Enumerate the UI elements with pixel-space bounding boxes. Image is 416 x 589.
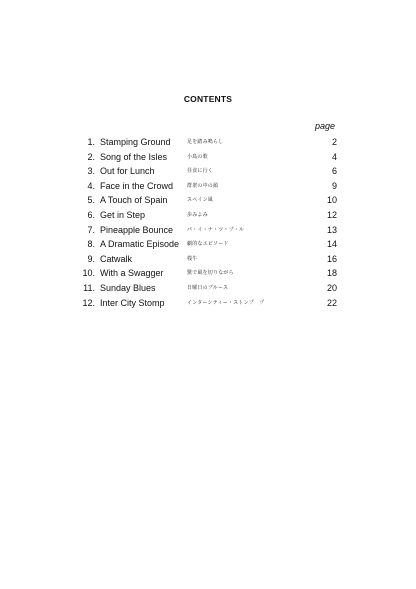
- entry-number: 2.: [87, 151, 95, 162]
- entry-title: Inter City Stomp: [100, 297, 165, 308]
- entry-title: Song of the Isles: [100, 151, 168, 162]
- entry-japanese-title: 驚で風を切りながら: [187, 270, 234, 277]
- entry-title: Out for Lunch: [100, 166, 155, 177]
- entry-page-number: 13: [326, 224, 337, 235]
- toc-entry: [78, 164, 337, 179]
- entry-number: 12.: [82, 297, 95, 308]
- entry-title: Pineapple Bounce: [100, 224, 174, 235]
- entry-page-number: 16: [326, 253, 337, 264]
- toc-entry: [78, 237, 337, 252]
- entry-japanese-title: 足を踏み鳴らし: [187, 139, 224, 145]
- entry-title: A Dramatic Episode: [100, 239, 180, 250]
- toc-entry: [78, 252, 337, 267]
- entry-japanese-title: 日曜日のブルース: [187, 284, 229, 291]
- entry-japanese-title: 群衆の中の顔: [187, 182, 219, 189]
- entry-japanese-title: 歩みよみ: [187, 211, 208, 218]
- entry-number: 3.: [87, 166, 95, 177]
- entry-page-number: 6: [331, 166, 337, 177]
- entry-page-number: 4: [331, 151, 337, 162]
- entry-number: 11.: [83, 282, 95, 293]
- entry-title: Get in Step: [100, 209, 146, 220]
- entry-title: A Touch of Spain: [100, 195, 168, 206]
- page-column-label: page: [314, 121, 335, 131]
- entry-page-number: 22: [326, 297, 337, 308]
- toc-entry: [78, 223, 337, 238]
- entry-number: 1.: [87, 137, 95, 147]
- entry-japanese-title: インターシティー・ストンプ プ: [187, 299, 265, 306]
- entry-page-number: 20: [326, 282, 337, 293]
- entry-title: With a Swagger: [100, 268, 164, 279]
- entry-page-number: 10: [326, 195, 337, 206]
- entry-number: 8.: [87, 239, 95, 250]
- entry-page-number: 9: [331, 180, 337, 191]
- toc-entry: [78, 296, 337, 311]
- entry-page-number: 2: [331, 137, 337, 147]
- toc-entry: [78, 208, 337, 223]
- toc-entry: [78, 281, 337, 296]
- entry-number: 10.: [82, 268, 95, 279]
- toc-entry: [78, 266, 337, 281]
- table-of-contents: [78, 135, 337, 310]
- toc-entry: [78, 150, 337, 165]
- entry-number: 5.: [87, 195, 95, 206]
- entry-japanese-title: 小島の歌: [187, 153, 208, 160]
- entry-japanese-title: 劇的なエピソード: [187, 241, 229, 248]
- entry-title: Catwalk: [100, 253, 133, 264]
- toc-entry: [78, 135, 337, 150]
- entry-page-number: 14: [326, 239, 337, 250]
- entry-page-number: 18: [326, 268, 337, 279]
- entry-number: 6.: [87, 209, 95, 220]
- entry-japanese-title: 桟牛: [187, 255, 198, 262]
- entry-page-number: 12: [326, 209, 337, 220]
- entry-number: 4.: [87, 180, 95, 191]
- entry-title: Stamping Ground: [100, 137, 171, 147]
- entry-japanese-title: スペイン風: [187, 197, 214, 204]
- entry-japanese-title: パ・イ・ナ・ツ・プ・ル: [187, 226, 245, 233]
- entry-japanese-title: 昼食に行く: [187, 168, 214, 175]
- entry-title: Sunday Blues: [100, 282, 156, 293]
- entry-number: 9.: [87, 253, 95, 264]
- toc-entry: [78, 179, 337, 194]
- contents-heading: CONTENTS: [183, 94, 233, 104]
- entry-number: 7.: [87, 224, 95, 235]
- toc-entry: [78, 193, 337, 208]
- entry-title: Face in the Crowd: [100, 180, 174, 191]
